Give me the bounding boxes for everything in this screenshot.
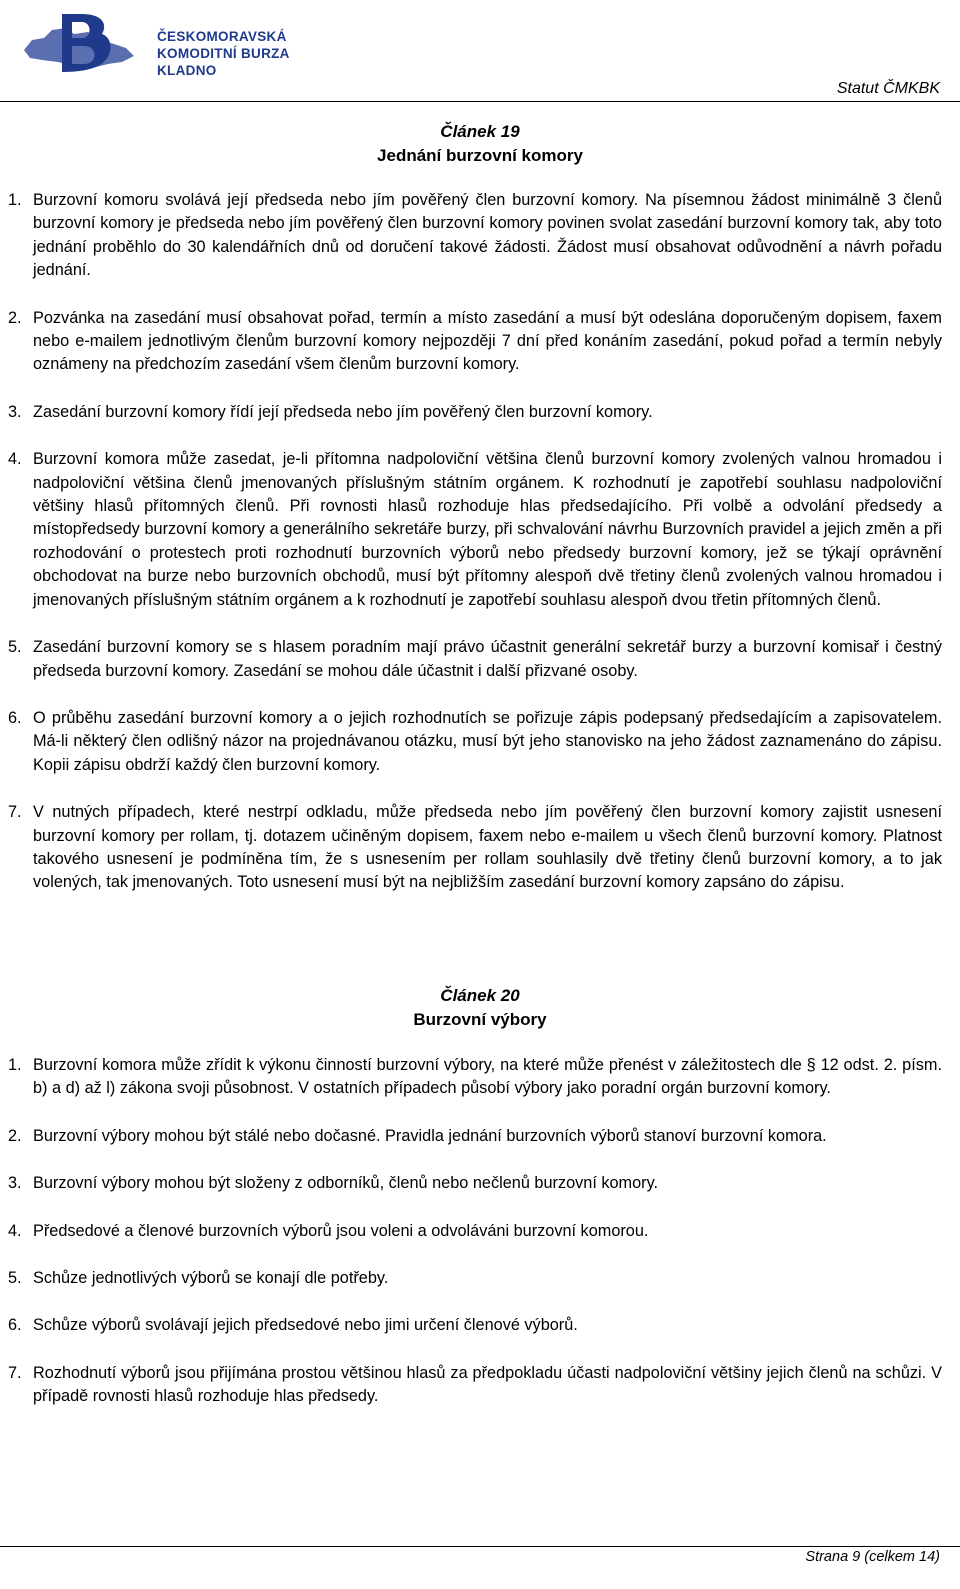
article-20-title: Burzovní výbory (413, 1010, 547, 1029)
list-item (0, 707, 960, 777)
item-number: 3. (8, 402, 22, 421)
item-text: Burzovní komora může zřídit k výkonu činností burzovní výbory, na které může přenést v záležitostech dle § 12 odst. 2. písm. b) a d) až l) zákona svoji působnost. V ostatních případech působí výbory jako poradní orgán burzovní komory. (33, 1056, 942, 1098)
list-item (0, 801, 960, 895)
article-19-heading (0, 120, 960, 168)
item-text: Schůze jednotlivých výborů se konají dle potřeby. (33, 1269, 389, 1288)
logo-map-icon (22, 10, 152, 76)
article-19-list (0, 189, 960, 919)
item-number: 3. (8, 1174, 22, 1193)
article-19-title: Jednání burzovní komory (377, 146, 583, 165)
list-item (0, 307, 960, 377)
item-number: 4. (8, 450, 22, 469)
footer-divider (0, 1546, 960, 1547)
item-text: Zasedání burzovní komory řídí její předseda nebo jím pověřený člen burzovní komory. (33, 402, 653, 421)
list-item (0, 448, 960, 612)
list-item (0, 189, 960, 283)
list-item (0, 1314, 960, 1337)
list-item (0, 1054, 960, 1101)
item-text: Předsedové a členové burzovních výborů jsou voleni a odvoláváni burzovní komorou. (33, 1221, 649, 1240)
item-text: Burzovní výbory mohou být stálé nebo dočasné. Pravidla jednání burzovních výborů stanoví burzovní komora. (33, 1126, 827, 1145)
list-item (0, 1362, 960, 1409)
item-number: 5. (8, 1269, 22, 1288)
item-number: 5. (8, 638, 22, 657)
article-20-list (0, 1054, 960, 1433)
article-19-number: Článek 19 (440, 122, 520, 141)
item-number: 6. (8, 1316, 22, 1335)
list-item (0, 1267, 960, 1290)
item-number: 7. (8, 1363, 22, 1382)
list-item (0, 1125, 960, 1148)
logo-text (157, 28, 322, 79)
item-text: Burzovní komoru svolává její předseda nebo jím pověřený člen burzovní komory. Na písemnou žádost minimálně 3 členů burzovní komory je předseda nebo jím pověřený člen burzovní komory povinen svolat zasedání burzovní komory tak, aby toto jednání proběhlo do 30 kalendářních dnů od doručení takové žádosti. Žádost musí obsahovat odůvodnění a návrh pořadu jednání. (33, 191, 942, 280)
item-number: 1. (8, 191, 22, 209)
list-item (0, 401, 960, 424)
document-title: Statut ČMKBK (836, 80, 940, 97)
item-number: 6. (8, 708, 22, 727)
item-text: V nutných případech, které nestrpí odkladu, může předseda nebo jím pověřený člen burzovní komory zajistit usnesení burzovní komory per rollam, tj. dotazem učiněným dopisem, faxem nebo e-mailem u všech členů burzovní komory. Platnost takového usnesení je podmíněna tím, že s usnesením per rollam souhlasily dvě třetiny členů burzovní komory, a to jak volených, tak jmenovaných. Toto usnesení musí být na nejbližším zasedání burzovní komory zapsáno do zápisu. (33, 803, 942, 892)
logo-line2: KOMODITNÍ BURZA KLADNO (157, 46, 290, 78)
logo (22, 10, 322, 76)
list-item (0, 636, 960, 683)
item-number: 2. (8, 1126, 22, 1145)
item-text: Rozhodnutí výborů jsou přijímána prostou většinou hlasů za předpokladu účasti nadpoloviční většiny jejich členů na schůzi. V případě rovnosti hlasů rozhoduje hlas předsedy. (33, 1363, 942, 1406)
item-text: Pozvánka na zasedání musí obsahovat pořad, termín a místo zasedání a musí být odeslána doporučeným dopisem, faxem nebo e-mailem jednotlivým členům burzovní komory nejpozději 7 dní před konáním zasedání, pokud pořad a termín nebyly oznámeny na předchozím zasedání všem členům burzovní komory. (33, 308, 942, 374)
article-20-number: Článek 20 (440, 986, 520, 1005)
item-text: Schůze výborů svolávají jejich předsedové nebo jimi určení členové výborů. (33, 1316, 578, 1335)
item-text: Burzovní komora může zasedat, je-li přítomna nadpoloviční většina členů burzovní komory zvolených valnou hromadou i nadpoloviční většina členů jmenovaných příslušným státním orgánem. K rozhodnutí je zapotřebí souhlasu nadpoloviční většiny hlasů přítomných členů. Při rovnosti hlasů rozhoduje hlas předsedajícího. Při volbě a odvolání předsedy a místopředsedy burzovní komory a generálního sekretáře burzy, při schvalování návrhu Burzovních pravidel a jejich změn a při rozhodování o protestech proti rozhodnutí burzovních výborů nebo předsedy burzovní komory, jež se týkají oprávnění obchodovat na burze nebo burzovních obchodů, musí být přítomny alespoň dvě třetiny členů zvolených valnou hromadou i jmenovaných příslušným státním orgánem a k rozhodnutí je zapotřebí souhlasu alespoň dvou třetin přítomných členů. (33, 450, 942, 609)
logo-line1: ČESKOMORAVSKÁ (157, 29, 287, 44)
item-number: 4. (8, 1221, 22, 1240)
item-text: Burzovní výbory mohou být složeny z odborníků, členů nebo nečlenů burzovní komory. (33, 1174, 659, 1193)
article-20-heading (0, 984, 960, 1032)
item-text: Zasedání burzovní komory se s hlasem poradním mají právo účastnit generální sekretář burzy a burzovní komisař i čestný předseda burzovní komory. Zasedání se mohou dále účastnit i další přizvané osoby. (33, 638, 942, 680)
item-number: 2. (8, 308, 22, 327)
item-text: O průběhu zasedání burzovní komory a o jejich rozhodnutích se pořizuje zápis podepsaný předsedajícím a zapisovatelem. Má-li některý člen odlišný názor na projednávanou otázku, musí být jeho stanovisko na jeho žádost zaznamenáno do zápisu. Kopii zápisu obdrží každý člen burzovní komory. (33, 708, 942, 774)
item-number: 1. (8, 1056, 22, 1074)
header-divider (0, 101, 960, 102)
page-number: Strana 9 (celkem 14) (805, 1549, 940, 1565)
item-number: 7. (8, 803, 22, 822)
list-item (0, 1220, 960, 1243)
list-item (0, 1172, 960, 1195)
